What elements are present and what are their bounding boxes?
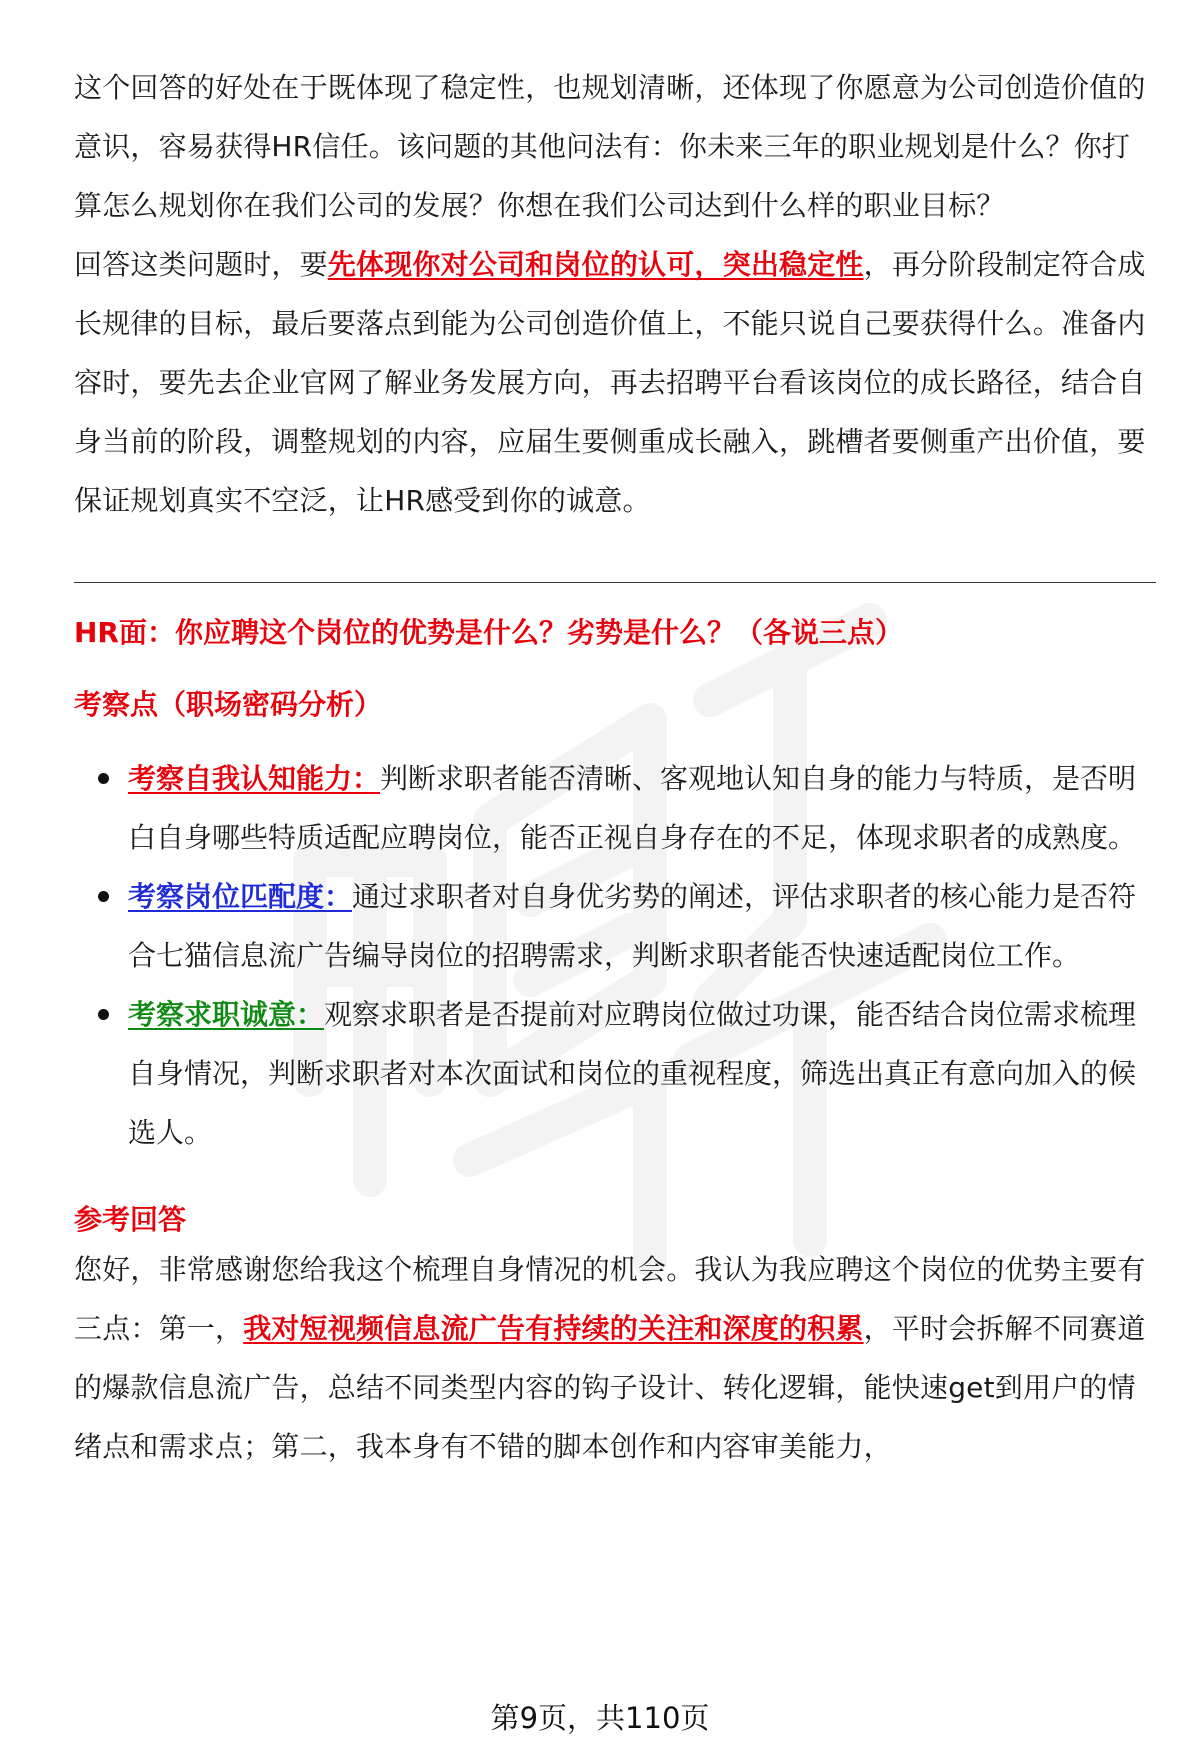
- point-text: 通过求职者对自身优劣势的阐述，评估求职者的核心能力是否符合七猫信息流广告编导岗位的招聘需求，判断求职者能否快速适配岗位工作。: [128, 880, 1137, 972]
- point-label: 考察自我认知能力：: [128, 762, 381, 795]
- section-divider: [74, 582, 1156, 583]
- advice-highlight: 先体现你对公司和岗位的认可，突出稳定性: [327, 248, 864, 281]
- list-item: [74, 985, 1154, 1162]
- intro-paragraph: 这个回答的好处在于既体现了稳定性，也规划清晰，还体现了你愿意为公司创造价值的意识，容易获得HR信任。该问题的其他问法有：你未来三年的职业规划是什么？你打算怎么规划你在我们公司的发展？你想在我们公司达到什么样的职业目标？: [74, 71, 1146, 222]
- bullet-icon: [98, 1009, 109, 1020]
- advice-text-end: ，再分阶段制定符合成长规律的目标，最后要落点到能为公司创造价值上，不能只说自己要获得什么。准备内容时，要先去企业官网了解业务发展方向，再去招聘平台看该岗位的成长路径，结合自身当前的阶段，调整规划的内容，应届生要侧重成长融入，跳槽者要侧重产出价值，要保证规划真实不空泛，让HR感受到你的诚意。: [74, 248, 1146, 517]
- point-text: 判断求职者能否清晰、客观地认知自身的能力与特质，是否明白自身哪些特质适配应聘岗位，能否正视自身存在的不足，体现求职者的成熟度。: [128, 762, 1137, 854]
- page-number: 第9页，共110页: [490, 1701, 710, 1735]
- answer-text-end: ，平时会拆解不同赛道的爆款信息流广告，总结不同类型内容的钩子设计、转化逻辑，能快速get到用户的情绪点和需求点；第二，我本身有不错的脚本创作和内容审美能力，: [74, 1312, 1146, 1463]
- answer-text-start: 您好，非常感谢您给我这个梳理自身情况的机会。我认为我应聘这个岗位的优势主要有三点：第一，: [74, 1253, 1146, 1345]
- question-title: HR面：你应聘这个岗位的优势是什么？劣势是什么？（各说三点）: [74, 616, 903, 649]
- analysis-heading: 考察点（职场密码分析）: [74, 688, 383, 721]
- list-item: [74, 867, 1154, 985]
- bullet-icon: [98, 891, 109, 902]
- answer-paragraph: [74, 1240, 1154, 1476]
- advice-text-start: 回答这类问题时，要: [74, 248, 328, 281]
- advice-paragraph: [74, 235, 1154, 530]
- point-label: 考察岗位匹配度：: [128, 880, 353, 913]
- answer-highlight: 我对短视频信息流广告有持续的关注和深度的积累: [243, 1312, 864, 1345]
- bullet-icon: [98, 773, 109, 784]
- point-label: 考察求职诚意：: [128, 998, 325, 1031]
- page-content: [74, 58, 1154, 1476]
- answer-heading: 参考回答: [74, 1203, 187, 1236]
- list-item: [74, 749, 1154, 867]
- analysis-list: [74, 749, 1154, 1162]
- point-text: 观察求职者是否提前对应聘岗位做过功课，能否结合岗位需求梳理自身情况，判断求职者对本次面试和岗位的重视程度，筛选出真正有意向加入的候选人。: [128, 998, 1137, 1149]
